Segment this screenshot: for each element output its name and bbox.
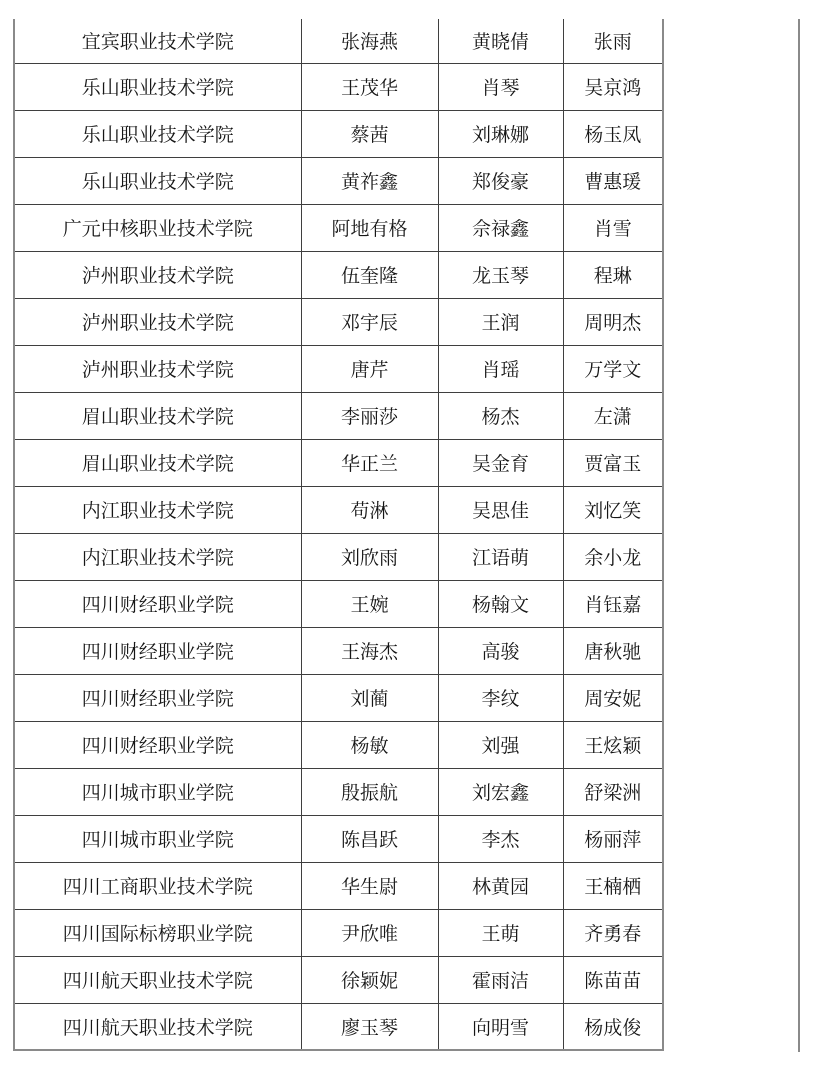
name-cell-1: 苟淋 [301,486,438,533]
name-cell-2: 吴金育 [438,439,563,486]
name-cell-2: 王萌 [438,909,563,956]
name-cell-2: 刘强 [438,721,563,768]
name-cell-2: 佘禄鑫 [438,204,563,251]
name-cell-3: 舒梁洲 [563,768,663,815]
college-cell: 广元中核职业技术学院 [14,204,301,251]
table-row [14,439,663,486]
name-cell-1: 王海杰 [301,627,438,674]
college-cell: 眉山职业技术学院 [14,439,301,486]
name-cell-3: 杨玉凤 [563,110,663,157]
name-cell-3: 唐秋驰 [563,627,663,674]
table-row [14,63,663,110]
college-cell: 四川财经职业学院 [14,627,301,674]
name-cell-2: 黄晓倩 [438,19,563,63]
table-row [14,392,663,439]
name-cell-3: 左潇 [563,392,663,439]
name-cell-1: 唐芹 [301,345,438,392]
college-cell: 乐山职业技术学院 [14,63,301,110]
name-cell-3: 齐勇春 [563,909,663,956]
name-cell-3: 程琳 [563,251,663,298]
name-cell-1: 华生尉 [301,862,438,909]
table-row [14,721,663,768]
name-cell-1: 尹欣唯 [301,909,438,956]
table-row [14,298,663,345]
name-cell-2: 王润 [438,298,563,345]
name-cell-2: 杨杰 [438,392,563,439]
name-cell-3: 王楠栖 [563,862,663,909]
table-row [14,486,663,533]
name-cell-2: 林黄园 [438,862,563,909]
name-cell-3: 周明杰 [563,298,663,345]
table-row [14,956,663,1003]
college-cell: 乐山职业技术学院 [14,110,301,157]
college-cell: 四川国际标榜职业学院 [14,909,301,956]
table-row [14,110,663,157]
name-cell-1: 陈昌跃 [301,815,438,862]
table-row [14,345,663,392]
name-cell-2: 李杰 [438,815,563,862]
name-cell-1: 廖玉琴 [301,1003,438,1050]
name-cell-2: 向明雪 [438,1003,563,1050]
name-cell-2: 江语萌 [438,533,563,580]
table-row [14,533,663,580]
table-row [14,19,663,63]
name-cell-2: 李纹 [438,674,563,721]
name-cell-2: 霍雨洁 [438,956,563,1003]
table-row [14,815,663,862]
table-row [14,157,663,204]
name-cell-3: 杨丽萍 [563,815,663,862]
college-cell: 四川工商职业技术学院 [14,862,301,909]
college-cell: 四川航天职业技术学院 [14,1003,301,1050]
college-cell: 内江职业技术学院 [14,533,301,580]
college-cell: 四川城市职业学院 [14,815,301,862]
name-cell-1: 刘蔺 [301,674,438,721]
table-body [14,19,663,1050]
name-cell-1: 李丽莎 [301,392,438,439]
name-cell-1: 邓宇辰 [301,298,438,345]
name-cell-2: 杨翰文 [438,580,563,627]
name-cell-2: 高骏 [438,627,563,674]
table-row [14,674,663,721]
table-row [14,1003,663,1050]
name-cell-3: 肖雪 [563,204,663,251]
college-cell: 泸州职业技术学院 [14,298,301,345]
table-row [14,768,663,815]
name-cell-1: 王茂华 [301,63,438,110]
name-cell-1: 殷振航 [301,768,438,815]
name-cell-3: 曹惠瑗 [563,157,663,204]
name-cell-2: 肖瑶 [438,345,563,392]
name-cell-1: 华正兰 [301,439,438,486]
name-cell-3: 刘忆笑 [563,486,663,533]
name-cell-3: 王炫颖 [563,721,663,768]
name-cell-1: 徐颖妮 [301,956,438,1003]
college-cell: 四川航天职业技术学院 [14,956,301,1003]
name-cell-3: 贾富玉 [563,439,663,486]
college-cell: 乐山职业技术学院 [14,157,301,204]
name-cell-1: 阿地有格 [301,204,438,251]
name-cell-2: 刘琳娜 [438,110,563,157]
name-cell-3: 余小龙 [563,533,663,580]
college-cell: 四川城市职业学院 [14,768,301,815]
table-row [14,909,663,956]
name-cell-2: 肖琴 [438,63,563,110]
name-cell-2: 刘宏鑫 [438,768,563,815]
name-cell-1: 张海燕 [301,19,438,63]
name-cell-3: 万学文 [563,345,663,392]
college-cell: 宜宾职业技术学院 [14,19,301,63]
name-cell-2: 郑俊豪 [438,157,563,204]
table-row [14,627,663,674]
table-row [14,204,663,251]
name-cell-3: 张雨 [563,19,663,63]
college-cell: 四川财经职业学院 [14,721,301,768]
page-right-vertical-rule [798,19,800,1052]
table-row [14,862,663,909]
college-cell: 内江职业技术学院 [14,486,301,533]
college-cell: 眉山职业技术学院 [14,392,301,439]
name-cell-1: 伍奎隆 [301,251,438,298]
college-roster-table [13,19,664,1051]
name-cell-1: 蔡茜 [301,110,438,157]
name-cell-1: 黄祚鑫 [301,157,438,204]
college-cell: 四川财经职业学院 [14,580,301,627]
name-cell-3: 吴京鸿 [563,63,663,110]
name-cell-3: 杨成俊 [563,1003,663,1050]
college-cell: 四川财经职业学院 [14,674,301,721]
college-cell: 泸州职业技术学院 [14,251,301,298]
name-cell-3: 陈苗苗 [563,956,663,1003]
name-cell-3: 肖钰嘉 [563,580,663,627]
name-cell-1: 王婉 [301,580,438,627]
name-cell-1: 杨敏 [301,721,438,768]
name-cell-3: 周安妮 [563,674,663,721]
name-cell-1: 刘欣雨 [301,533,438,580]
name-cell-2: 吴思佳 [438,486,563,533]
college-cell: 泸州职业技术学院 [14,345,301,392]
table-row [14,251,663,298]
name-cell-2: 龙玉琴 [438,251,563,298]
table-row [14,580,663,627]
